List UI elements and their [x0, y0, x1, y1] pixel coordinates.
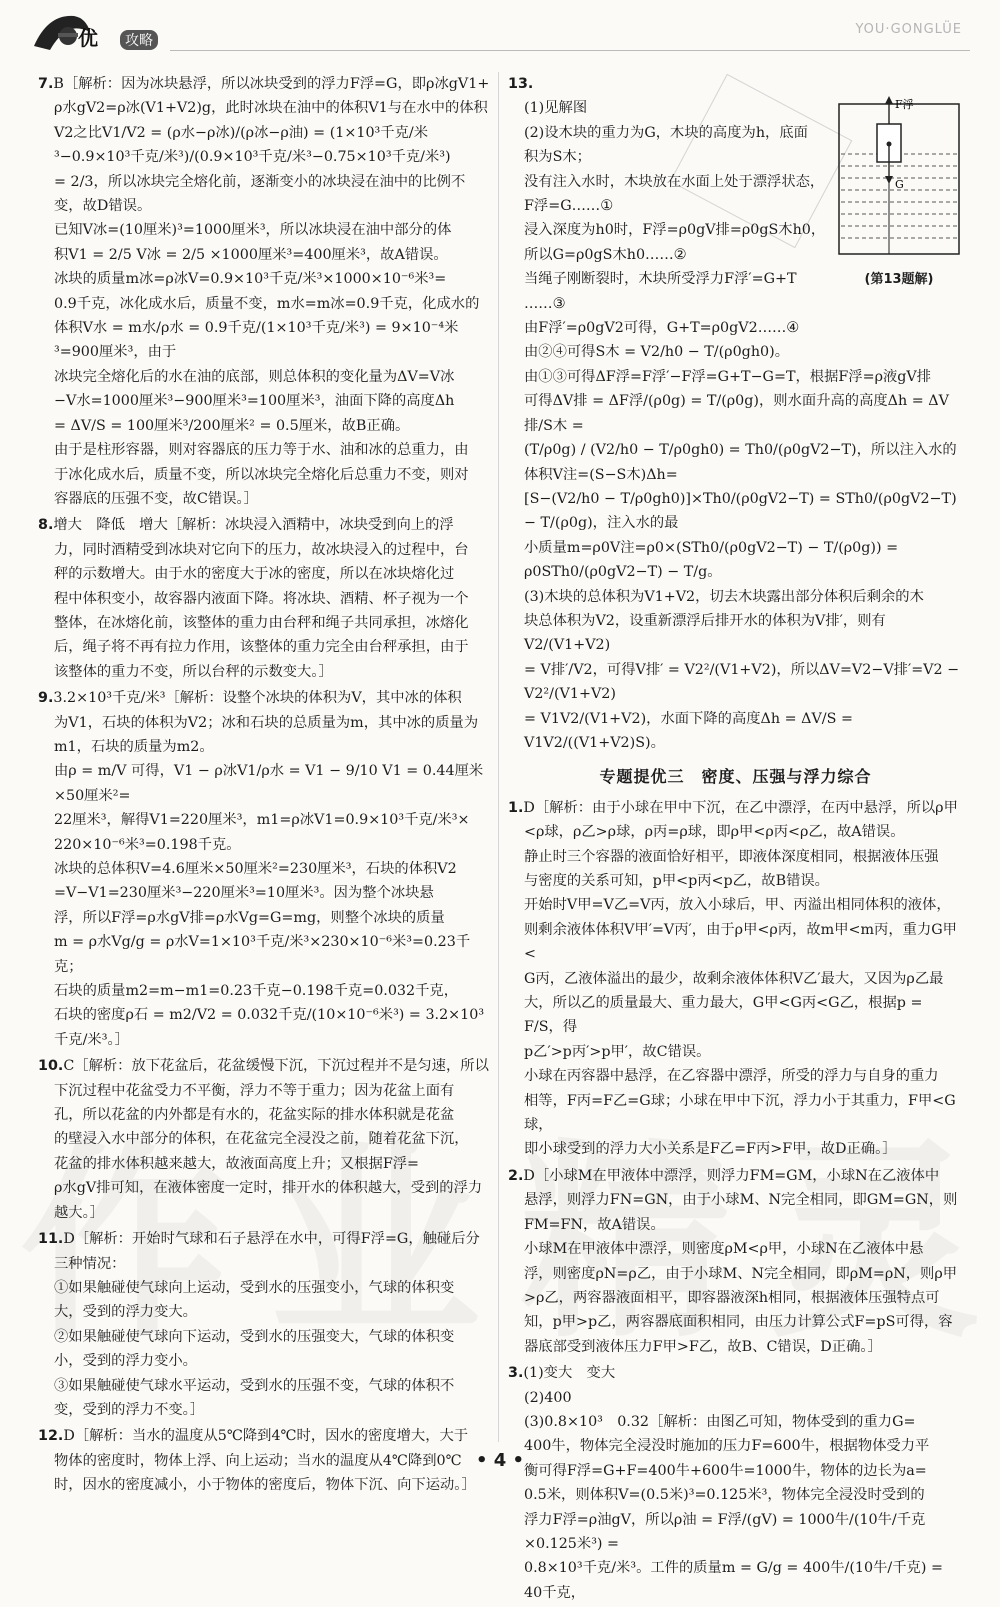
answer-line: ③如果触碰使气球水平运动，受到水的压强不变，气球的体积不 — [54, 1377, 455, 1394]
left-column — [38, 72, 490, 1500]
answer-line: >ρ乙，两容器液面相平，即容器液深h相同，根据液体压强特点可 — [524, 1289, 940, 1306]
answer-line: 程中体积变小，故容器内液面下降。将冰块、酒精、杯子视为一个 — [54, 590, 469, 607]
question-number: 10. — [38, 1058, 64, 1075]
answer-item — [508, 796, 963, 1162]
answer-item — [38, 1227, 490, 1422]
answer-line: 浸入深度为h0时，F浮=ρ0gV排=ρ0gS木h0， — [524, 222, 826, 239]
answer-line: m = ρ水Vg/g = ρ水V=1×10³千克/米³×230×10⁻⁶米³=0.23千克； — [54, 934, 471, 975]
answer-line: 静止时三个容器的液面恰好相平，即液体深度相同，根据液体压强 — [524, 848, 939, 865]
answer-line — [38, 1227, 490, 1251]
answer-line: [S−(V2/h0 − T/ρ0gh0)]×Th0/(ρ0gV2−T) = STh0/(ρ0gV2−T) − T/(ρ0g)，注入水的最 — [524, 490, 957, 532]
answer-line: 块总体积为V2，设重新漂浮后排开水的体积为V排′，则有 V2/(V1+V2) — [524, 612, 886, 654]
answer-line: 没有注入水时，木块放在水面上处于漂浮状态， — [524, 173, 825, 190]
question-13-narrow-text — [508, 96, 828, 316]
answer-line: 0.5米，则体积V=(0.5米)³=0.125米³，物体完全浸没时受到的 — [524, 1487, 925, 1504]
answer-line: 大，所以乙的质量最大、重力最大，G甲<G丙<G乙，根据p = F/S，得 — [524, 995, 923, 1036]
answer-text: 增大 降低 增大［解析：冰块浸入酒精中，冰块受到向上的浮 — [53, 517, 454, 534]
answer-line: ρ水gV2=ρ冰(V1+V2)g，此时冰块在油中的体积V1与在水中的体积 — [54, 100, 488, 117]
water-lines — [841, 154, 957, 238]
right-column — [508, 72, 963, 1607]
answer-item — [38, 72, 490, 511]
answer-line: 220×10⁻⁶米³=0.198千克。 — [54, 836, 241, 853]
answer-line: 石块的密度ρ石 = m2/V2 = 0.032千克/(10×10⁻⁶米³) = 3.2×10³千克/米³。］ — [54, 1007, 485, 1048]
answer-line: 当绳子刚断裂时，木块所受浮力F浮′=G+T — [524, 271, 797, 288]
answer-line: 的壁浸入水中部分的体积，在花盆完全浸没之前，随着花盆下沉， — [54, 1131, 469, 1148]
answer-line — [38, 1424, 490, 1448]
answer-line: = ΔV/S = 100厘米³/200厘米² = 0.5厘米，故B正确。 — [54, 417, 410, 434]
answer-line: = 2/3，所以冰块完全熔化前，逐渐变小的冰块浸在油中的比例不 — [54, 173, 466, 190]
answer-line: 后，绳子将不再有拉力作用，该整体的重力完全由台秤承担，由于 — [54, 639, 469, 656]
answer-line: 变，故D错误。 — [54, 198, 152, 215]
answer-line: (3)0.8×10³ 0.32［解析：由图乙可知，物体受到的重力G= — [524, 1413, 916, 1430]
answer-text: C［解析：放下花盆后，花盆缓慢下沉，下沉过程并不是匀速，所以 — [63, 1058, 489, 1075]
column-divider — [498, 72, 499, 1442]
answer-line: 0.9千克，冰化成水后，质量不变，m水=m冰=0.9千克，化成水的 — [54, 295, 480, 312]
answer-line: 由ρ = m/V 可得，V1 − ρ冰V1/ρ水 = V1 − 9/10 V1 = 0.44厘米×50厘米²= — [54, 763, 484, 804]
answer-line: 可得ΔV排 = ΔF浮/(ρ0g) = T/(ρ0g)，则水面升高的高度Δh = ΔV排/S木 = — [524, 393, 949, 434]
answer-line: 积V1 = 2/5 V冰 = 2/5 ×1000厘米³=400厘米³，故A错误。 — [54, 246, 448, 263]
answer-line: −V水=1000厘米³−900厘米³=100厘米³，油面下降的高度Δh — [54, 393, 455, 410]
answer-line: 容器底的压强不变，故C错误。］ — [54, 490, 258, 507]
answer-line: <ρ球，ρ乙>ρ球，ρ丙=ρ球，即ρ甲<ρ丙<ρ乙，故A错误。 — [524, 824, 905, 841]
answer-line: 物体的密度时，物体上浮、向上运动；当水的温度从4℃降到0℃ — [54, 1452, 462, 1469]
answer-line: 悬浮，则浮力FN=GN，由于小球M、N完全相同，即GM=GN，则 — [524, 1192, 958, 1209]
answer-line: 力，同时酒精受到冰块对它向下的压力，故冰块浸入的过程中，台 — [54, 541, 469, 558]
answer-line: (T/ρ0g) / (V2/h0 − T/ρ0gh0) = Th0/(ρ0gV2−T)，所以注入水的体积V注=(S−S木)Δh= — [524, 442, 957, 483]
answer-line: 下沉过程中花盆受力不平衡，浮力不等于重力；因为花盆上面有 — [54, 1082, 455, 1099]
answer-line: 浮力F浮=ρ油gV，所以ρ油 = F浮/(gV) = 1000牛/(10牛/千克×0.125米³) = — [524, 1511, 926, 1552]
answer-line: 与密度的关系可知，p甲<p丙<p乙，故B错误。 — [524, 873, 829, 889]
answer-line: 已知V冰=(10厘米)³=1000厘米³，所以冰块浸在油中部分的体 — [54, 222, 452, 239]
answer-line: 400牛，物体完全浸没时施加的压力F=600牛，根据物体受力平 — [524, 1438, 930, 1455]
logo-text: 优 — [78, 26, 99, 50]
question-13-text — [508, 316, 963, 755]
answer-line: p乙′>p丙′>p甲′，故C错误。 — [524, 1043, 711, 1060]
answer-line: 0.8×10³千克/米³。工件的质量m = G/g = 400牛/(10牛/千克) = 40千克， — [524, 1560, 943, 1601]
question-number: 13. — [508, 76, 534, 92]
answer-text: (1)变大 变大 — [523, 1365, 616, 1382]
section-items — [508, 796, 963, 1605]
answer-line: 衡可得F浮=G+F=400牛+600牛=1000牛，物体的边长为a= — [524, 1462, 927, 1479]
answer-item — [38, 686, 490, 1052]
answer-line — [38, 72, 490, 96]
answer-line: ①如果触碰使气球向上运动，受到水的压强变小，气球的体积变 — [54, 1279, 455, 1296]
answer-line — [508, 796, 963, 820]
answer-line: ②如果触碰使气球向下运动，受到水的压强变大，气球的体积变 — [54, 1328, 455, 1345]
answer-line: 小球在丙容器中悬浮，在乙容器中漂浮，所受的浮力与自身的重力 — [524, 1068, 939, 1085]
answer-line: 三种情况： — [54, 1255, 126, 1272]
gravity-arrowhead — [885, 176, 893, 184]
answer-line: V2之比V1/V2 = (ρ水−ρ冰)/(ρ冰−ρ油) = (1×10³千克/米³−0.9×10³千克/米³)/(0.9×10³千克/米³−0.75×10³千克/米³) — [54, 124, 451, 166]
answer-line: FM=FN，故A错误。 — [524, 1216, 665, 1233]
answer-line — [38, 513, 490, 537]
answer-line: = V1V2/(V1+V2)，水面下降的高度Δh = ΔV/S = V1V2/((V1+V2)S)。 — [524, 710, 853, 751]
answer-text: 3.2×10³千克/米³［解析：设整个冰块的体积为V，其中冰的体积 — [53, 690, 462, 707]
answer-line: 所以G=ρ0gS木h0……② — [524, 246, 687, 263]
answer-line — [508, 1361, 963, 1385]
answer-line: =V−V1=230厘米³−220厘米³=10厘米³。因为整个冰块悬 — [54, 885, 434, 902]
answer-line: 由①③可得ΔF浮=F浮′−F浮=G+T−G=T，根据F浮=ρ液gV排 — [524, 368, 932, 385]
answer-line — [508, 1164, 963, 1188]
answer-line: ……③ — [524, 295, 566, 312]
figure-caption: (第13题解) — [864, 272, 934, 287]
answer-line: 小球M在甲液体中漂浮，则密度ρM<ρ甲，小球N在乙液体中悬 — [524, 1241, 924, 1258]
answer-line: 由②④可得S木 = V2/h0 − T/(ρ0gh0)。 — [524, 344, 790, 361]
force-label: F浮 — [895, 98, 914, 111]
answer-line: 该整体的重力不变，所以台秤的示数变大。］ — [54, 663, 333, 680]
answer-line: (2)设木块的重力为G，木块的高度为h，底面 — [524, 124, 808, 141]
question-number: 7. — [38, 76, 54, 92]
answer-line: 体积V水 = m水/ρ水 = 0.9千克/(1×10³千克/米³) = 9×10⁻⁴米³=900厘米³，由于 — [54, 320, 459, 361]
answer-line: 即小球受到的浮力大小关系是F乙=F丙>F甲，故D正确。］ — [524, 1141, 897, 1158]
answer-line: 积为S木； — [524, 149, 591, 166]
answer-line: 孔，所以花盆的内外都是有水的，花盆实际的排水体积就是花盆 — [54, 1107, 455, 1124]
answer-line — [38, 1054, 490, 1078]
answer-line: 变，受到的浮力不变。］ — [54, 1401, 205, 1418]
answer-line: 则剩余液体体积V甲′=V丙′，由于ρ甲<ρ丙，故m甲<m丙，重力G甲< — [524, 921, 957, 963]
answer-line: 浮，则密度ρN=ρ乙，由于小球M、N完全相同，即ρM=ρN，则ρ甲 — [524, 1265, 958, 1282]
question-number: 2. — [508, 1167, 524, 1184]
answer-line: G丙，乙液体溢出的最少，故剩余液体体积V乙′最大，又因为ρ乙最 — [524, 970, 944, 987]
answer-text: D［解析：开始时气球和石子悬浮在水中，可得F浮=G，触碰后分 — [63, 1231, 480, 1248]
answer-line: 于冰化成水后，质量不变，所以冰块完全熔化后总重力不变，则对 — [54, 466, 469, 483]
answer-line: 时，因水的密度减小，小于物体的密度后，物体下沉、向下运动。］ — [54, 1477, 476, 1494]
answer-text: D［小球M在甲液体中漂浮，则浮力FM=GM，小球N在乙液体中 — [523, 1167, 940, 1184]
answer-line: 花盆的排水体积越来越大，故液面高度上升；又根据F浮= — [54, 1155, 420, 1172]
answer-line: 由F浮′=ρ0gV2可得，G+T=ρ0gV2……④ — [524, 320, 800, 337]
answer-line: F浮=G……① — [524, 198, 614, 215]
answer-line: 大，受到的浮力变大。 — [54, 1304, 197, 1321]
question-number: 9. — [38, 690, 54, 707]
answer-item — [38, 1054, 490, 1225]
answer-line: 开始时V甲=V乙=V丙，放入小球后，甲、丙溢出相同体积的液体， — [524, 897, 951, 914]
logo-subtitle: 攻略 — [120, 30, 158, 50]
figure-13-diagram — [835, 94, 963, 264]
header-rule — [170, 50, 970, 51]
answer-item — [508, 1361, 963, 1605]
section-title: 专题提优三 密度、压强与浮力综合 — [599, 767, 872, 787]
brand-text: YOU·GONGLÜE — [855, 22, 962, 37]
question-number: 1. — [508, 799, 524, 816]
answer-line: 石块的质量m2=m−m1=0.23千克−0.198千克=0.032千克， — [54, 983, 459, 1000]
page-header — [0, 0, 1000, 62]
answer-line: 冰块完全熔化后的水在油的底部，则总体积的变化量为ΔV=V冰 — [54, 368, 455, 385]
answer-line: (3)木块的总体积为V1+V2，切去木块露出部分体积后剩余的木 — [524, 588, 924, 605]
answer-line: 知，p甲>p乙，两容器底面积相同，由压力计算公式F=pS可得，容 — [524, 1314, 953, 1331]
answer-line: 为V1，石块的体积为V2；冰和石块的总质量为m，其中冰的质量为 — [54, 714, 479, 731]
gravity-label: G — [895, 178, 904, 191]
answer-item — [508, 1164, 963, 1359]
answer-line: m1，石块的质量为m2。 — [54, 738, 214, 755]
answer-line: 由于是柱形容器，则对容器底的压力等于水、油和冰的总重力，由 — [54, 442, 469, 459]
question-number: 11. — [38, 1231, 64, 1248]
answer-line: 秤的示数增大。由于水的密度大于冰的密度，所以在冰块熔化过 — [54, 566, 455, 583]
answer-text: B［解析：因为冰块悬浮，所以冰块受到的浮力F浮=G，即ρ冰gV1+ — [53, 76, 490, 92]
answer-line: ρ水gV排可知，在液体密度一定时，排开水的体积越大，受到的浮力 — [54, 1180, 483, 1197]
answer-line: (2)400 — [524, 1389, 572, 1406]
answer-line: = V排′/V2，可得V排′ = V2²/(V1+V2)，所以ΔV=V2−V排′=V2 − V2²/(V1+V2) — [524, 661, 960, 703]
answer-line: 小，受到的浮力变小。 — [54, 1353, 197, 1370]
answer-line: 相等，F丙=F乙=G球；小球在甲中下沉，浮力小于其重力，F甲<G球， — [524, 1092, 956, 1134]
buoyancy-arrowhead — [885, 96, 893, 104]
question-number: 3. — [508, 1365, 524, 1382]
answer-line: 小质量m=ρ0V注=ρ0×(STh0/(ρ0gV2−T) − T/(ρ0g)) = ρ0STh0/(ρ0gV2−T) − T/g。 — [524, 539, 899, 581]
answer-line — [38, 686, 490, 710]
answer-line: 浮，所以F浮=ρ水gV排=ρ水Vg=G=mg，则整个冰块的质量 — [54, 909, 445, 926]
answer-line: 器底部受到液体压力F甲>F乙，故B、C错误，D正确。］ — [524, 1338, 882, 1355]
question-number: 12. — [38, 1428, 64, 1445]
answer-line: 冰块的总体积V=4.6厘米×50厘米²=230厘米³，石块的体积V2 — [54, 861, 457, 877]
answer-line: 越大。］ — [54, 1204, 105, 1221]
answer-line: 22厘米³，解得V1=220厘米³，m1=ρ冰V1=0.9×10³千克/米³× — [54, 812, 470, 829]
question-number: 8. — [38, 517, 54, 534]
answer-line: (1)见解图 — [524, 100, 588, 117]
answer-text: D［解析：由于小球在甲中下沉，在乙中漂浮，在丙中悬浮，所以ρ甲 — [523, 799, 958, 816]
answer-line: 整体，在冰熔化前，该整体的重力由台秤和绳子共同承担，冰熔化 — [54, 614, 469, 631]
answer-text: D［解析：当水的温度从5℃降到4℃时，因水的密度增大，大于 — [63, 1428, 469, 1445]
answer-line: 冰块的质量m冰=ρ冰V=0.9×10³千克/米³×1000×10⁻⁶米³= — [54, 271, 447, 288]
answer-item — [38, 513, 490, 684]
page-number: • 4 • — [475, 1450, 525, 1471]
